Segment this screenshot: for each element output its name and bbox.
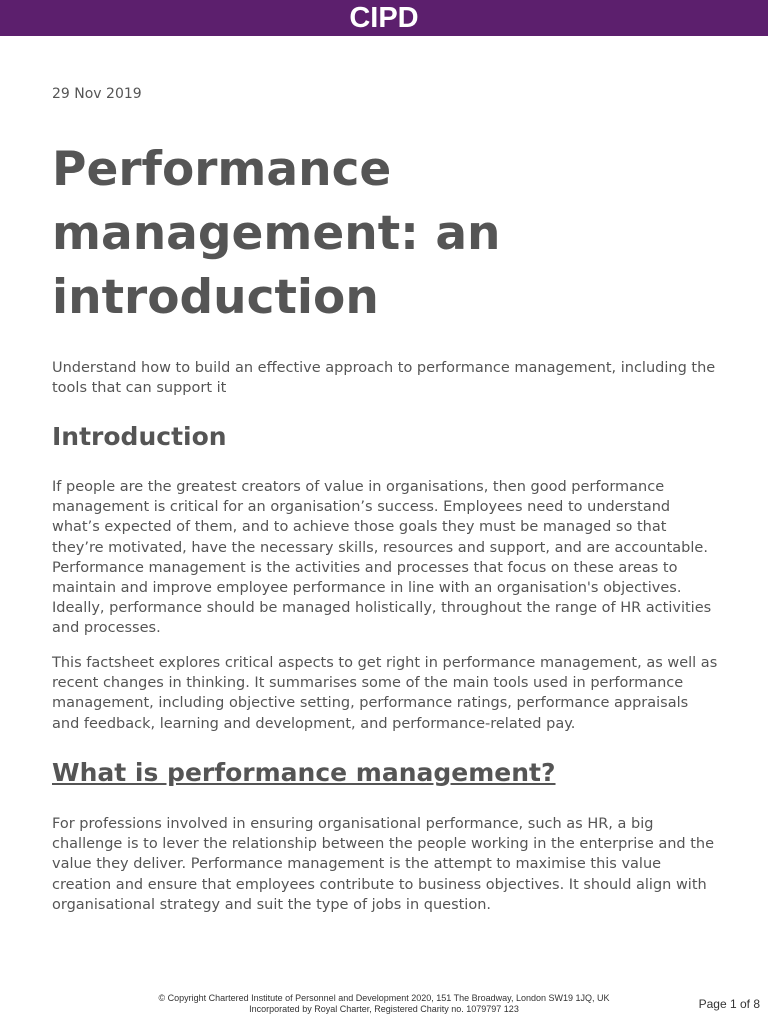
footer-copyright-line-2: Incorporated by Royal Charter, Registered Charity no. 1079797 123 xyxy=(249,1004,519,1014)
publish-date: 29 Nov 2019 xyxy=(52,86,142,102)
footer-copyright xyxy=(110,993,658,1015)
section-heading-introduction: Introduction xyxy=(52,422,227,451)
intro-paragraph-1: If people are the greatest creators of value in organisations, then good performance management is critical for an organisation’s success. Employees need to understand what’s expected of them, and to achieve those goals they must be managed so that they’re motivated, have the necessary skills, resources and support, and are accountable. Performance management is the activities and processes that focus on these areas to maintain and improve employee performance in line with an organisation's objectives. Ideally, performance should be managed holistically, throughout the range of HR activities and processes. xyxy=(52,479,712,637)
footer-copyright-line-1: © Copyright Chartered Institute of Personnel and Development 2020, 151 The Broadway, London SW19 1JQ, UK xyxy=(158,993,610,1003)
page-number: Page 1 of 8 xyxy=(698,997,760,1011)
page-subtitle: Understand how to build an effective approach to performance management, including the tools that can support it xyxy=(52,360,716,396)
section-heading-what-is-performance-management[interactable]: What is performance management? xyxy=(52,758,556,787)
page-title: Performance management: an introduction xyxy=(52,142,501,325)
intro-paragraph-2: This factsheet explores critical aspects to get right in performance management, as well as recent changes in thinking. It summarises some of the main tools used in performance management, including objective setting, performance ratings, performance appraisals and feedback, learning and development, and performance-related pay. xyxy=(52,655,718,732)
what-is-paragraph-1: For professions involved in ensuring organisational performance, such as HR, a big challenge is to lever the relationship between the people working in the enterprise and the value they deliver. Performance management is the attempt to maximise this value creation and ensure that employees contribute to business objectives. It should align with organisational strategy and suit the type of jobs in question. xyxy=(52,816,715,913)
header-bar xyxy=(0,0,768,36)
cipd-logo: CIPD xyxy=(349,2,419,34)
